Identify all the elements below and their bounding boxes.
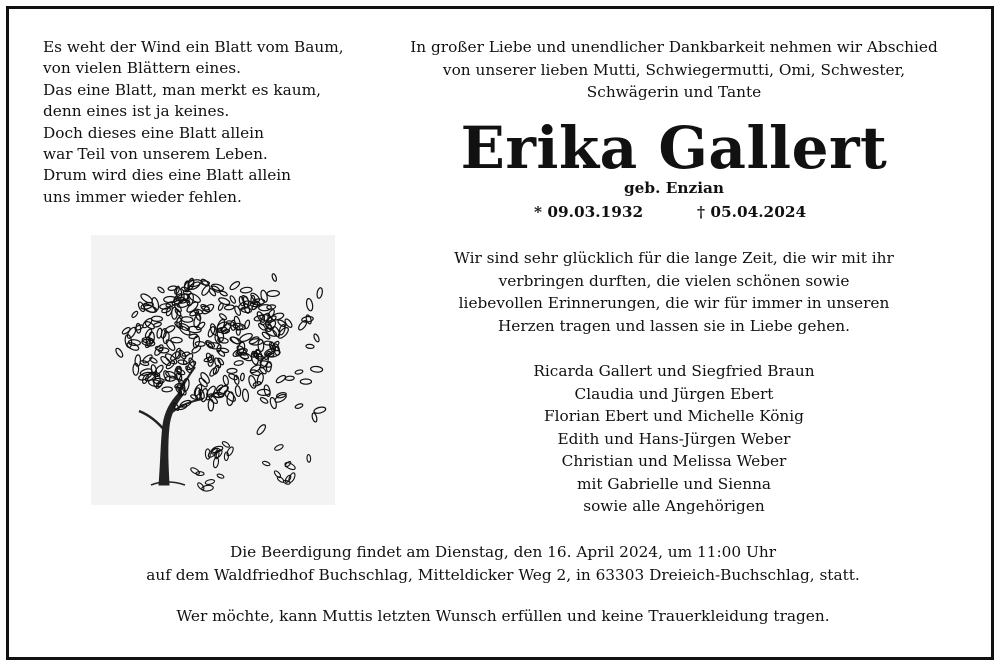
final-wish: Wer möchte, kann Muttis letzten Wunsch erfüllen und keine Trauerkleidung tragen. [176, 607, 830, 625]
mourner-entry: Claudia und Jürgen Ebert [574, 384, 774, 403]
message-line: Wir sind sehr glücklich für die lange Zeit, die wir mit ihr [454, 249, 894, 267]
poem-line: Doch dieses eine Blatt allein [43, 123, 264, 142]
funeral-line: auf dem Waldfriedhof Buchschlag, Mitteldicker Weg 2, in 63303 Dreieich-Buchschlag, statt. [146, 565, 860, 584]
poem-line: denn eines ist ja keines. [43, 102, 230, 121]
funeral-details [9, 541, 997, 586]
funeral-line: Die Beerdigung findet am Dienstag, den 16. April 2024, um 11:00 Uhr [229, 543, 777, 561]
intro-line: In großer Liebe und unendlicher Dankbarkeit nehmen wir Abschied [410, 38, 938, 56]
poem [43, 37, 363, 208]
intro-text [359, 36, 989, 104]
deceased-name: Erika Gallert [460, 114, 888, 182]
poem-line: war Teil von unserem Leben. [43, 145, 268, 164]
mourner-entry: Edith und Hans-Jürgen Weber [557, 429, 791, 448]
poem-line: von vielen Blättern eines. [43, 59, 242, 78]
message-line: verbringen durften, die vielen schönen sowie [498, 271, 850, 290]
windswept-tree-illustration [91, 235, 335, 505]
mourners-list [359, 360, 989, 518]
mourner-entry: Florian Ebert und Michelle König [544, 407, 804, 425]
poem-line: Drum wird dies eine Blatt allein [43, 166, 292, 185]
obituary-notice [6, 6, 994, 660]
poem-line: Es weht der Wind ein Blatt vom Baum, [43, 38, 344, 56]
farewell-message [359, 247, 989, 337]
birth-date: * 09.03.1932 [534, 203, 644, 221]
intro-line: Schwägerin und Tante [586, 83, 762, 101]
mourner-entry: Ricarda Gallert und Siegfried Braun [533, 362, 815, 380]
message-line: liebevollen Erinnerungen, die wir für immer in unseren [458, 294, 890, 312]
mourner-entry: mit Gabrielle und Sienna [576, 474, 772, 493]
mourner-entry: sowie alle Angehörigen [583, 497, 765, 515]
poem-line: uns immer wieder fehlen. [43, 187, 242, 206]
intro-line: von unserer lieben Mutti, Schwiegermutti, Omi, Schwester, [442, 60, 906, 79]
maiden-name: geb. Enzian [623, 179, 725, 197]
poem-line: Das eine Blatt, man merkt es kaum, [43, 80, 321, 99]
death-date: † 05.04.2024 [697, 203, 807, 221]
message-line: Herzen tragen und lassen sie in Liebe gehen. [497, 316, 851, 335]
mourner-entry: Christian und Melissa Weber [561, 452, 787, 470]
